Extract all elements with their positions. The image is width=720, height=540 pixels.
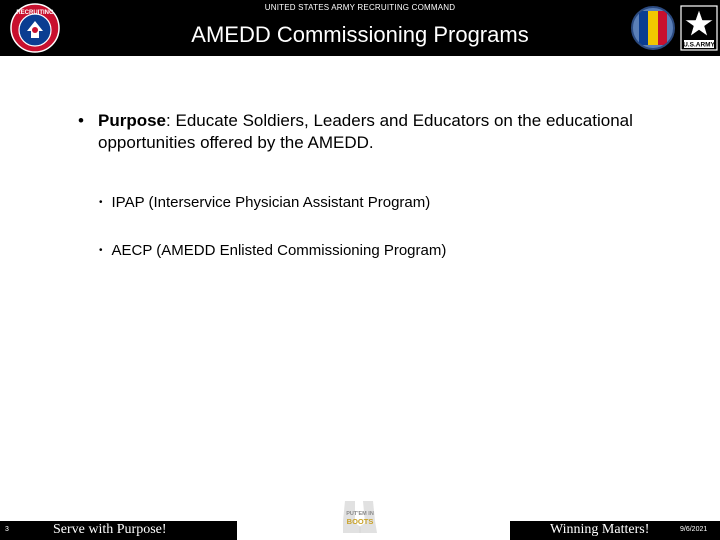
slide-header: [0, 0, 720, 56]
slide-number: 3: [5, 526, 9, 533]
purpose-text: [98, 110, 638, 154]
sub-bullet-text: AECP (AMEDD Enlisted Commissioning Program): [111, 242, 447, 259]
bullet-dot: •: [99, 245, 103, 256]
sub-bullet-ipap: [99, 194, 430, 211]
bullet-dot: •: [99, 197, 103, 208]
slide-date: 9/6/2021: [680, 526, 708, 533]
sub-bullet-text: IPAP (Interservice Physician Assistant Program): [111, 194, 431, 211]
footer-right-wedge: [510, 521, 532, 540]
footer-left-wedge: [215, 521, 237, 540]
purpose-description: : Educate Soldiers, Leaders and Educators on the educational opportunities offered by the AMEDD.: [98, 111, 633, 152]
amedd-seal-icon: [631, 6, 675, 50]
recruiting-logo-text: RECRUITING: [16, 10, 54, 16]
motto-left: Serve with Purpose!: [53, 522, 167, 537]
purpose-bullet: [78, 110, 638, 154]
army-logo-text: U.S.ARMY: [683, 41, 715, 49]
purpose-label: Purpose: [98, 111, 167, 130]
put-em-in-boots-logo-icon: [337, 497, 383, 537]
boots-logo-line2: BOOTS: [346, 517, 374, 526]
bullet-dot: •: [78, 111, 84, 130]
organization-name: UNITED STATES ARMY RECRUITING COMMAND: [264, 3, 456, 12]
motto-right: Winning Matters!: [550, 522, 650, 537]
boots-logo-line1: PUT'EM IN: [346, 511, 374, 517]
us-army-star-logo-icon: [680, 5, 718, 51]
slide-title: AMEDD Commissioning Programs: [191, 22, 529, 47]
sub-bullet-aecp: [99, 242, 446, 259]
